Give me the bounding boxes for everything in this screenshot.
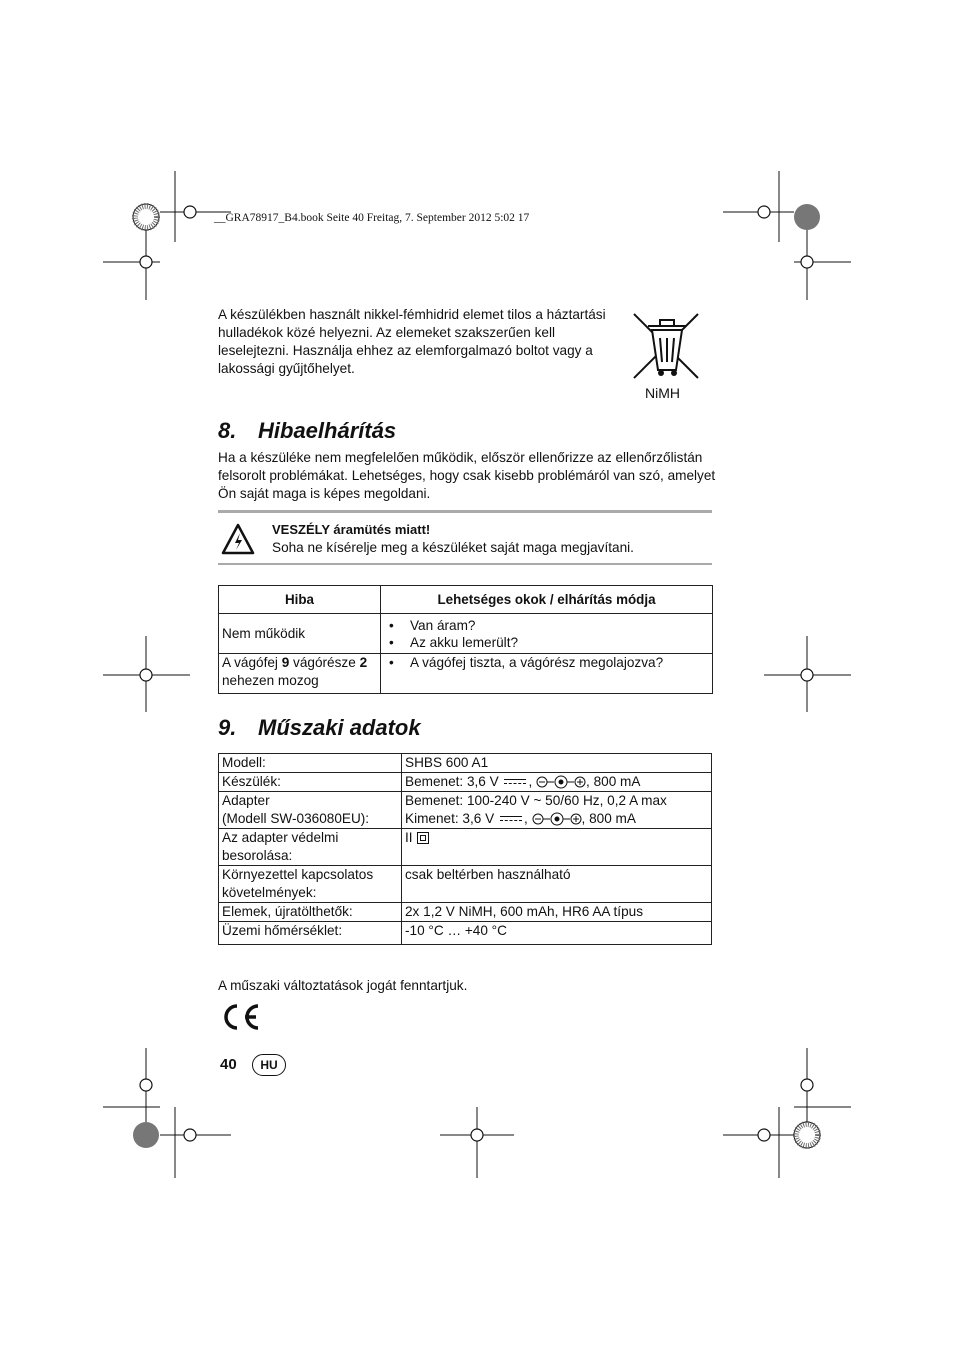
nimh-label: NiMH xyxy=(645,385,680,401)
section-9-number: 9. xyxy=(218,715,237,740)
dc-symbol-icon xyxy=(504,778,526,786)
table-row xyxy=(219,903,712,922)
spec-label-line: Környezettel kapcsolatos xyxy=(222,867,374,882)
battery-disposal-text: A készülékben használt nikkel-fémhidrid elemet tilos a háztartási hulladékok közé helyezni. Az elemeket szakszerűen kell leselejtezni. Használja ehhez az elemforgalmazó boltot vagy a lakossági gyűjtőhelyet. xyxy=(218,307,606,376)
spec-value xyxy=(402,792,712,829)
troubleshooting-intro: Ha a készüléke nem megfelelően működik, először ellenőrizze az ellenőrzőlistán felsorolt problémákat. Lehetséges, hogy csak kisebb problémáról van szó, amelyet Ön saját maga is képes megoldani. xyxy=(218,450,716,501)
electric-hazard-icon xyxy=(221,523,255,555)
spec-value: -10 °C … +40 °C xyxy=(402,922,712,945)
table-row xyxy=(219,654,713,694)
spec-value: csak beltérben használható xyxy=(402,866,712,903)
spec-text: , xyxy=(528,774,533,789)
fault-cell xyxy=(219,654,381,694)
table-header-row xyxy=(219,586,713,614)
technical-data-table xyxy=(218,753,712,945)
table-row xyxy=(219,829,712,866)
spec-value: SHBS 600 A1 xyxy=(402,754,712,773)
section-8-heading xyxy=(218,418,396,444)
troubleshooting-table xyxy=(218,585,713,694)
spec-label xyxy=(219,866,402,903)
part-number: 2 xyxy=(359,655,368,670)
spec-text: , 800 mA xyxy=(581,811,636,826)
spec-label: Üzemi hőmérséklet: xyxy=(219,922,402,945)
list-item: • Van áram? xyxy=(384,617,709,634)
spec-text: Kimenet: 3,6 V xyxy=(405,811,495,826)
spec-label: Elemek, újratölthetők: xyxy=(219,903,402,922)
table-row xyxy=(219,614,713,654)
page-number: 40 xyxy=(220,1056,237,1073)
danger-warning-box xyxy=(218,510,712,565)
spec-label: Készülék: xyxy=(219,773,402,792)
column-header-causes: Lehetséges okok / elhárítás módja xyxy=(381,586,713,614)
spec-label-line: Az adapter védelmi xyxy=(222,830,339,845)
table-row xyxy=(219,773,712,792)
spec-text: Bemenet: 3,6 V xyxy=(405,774,499,789)
list-item: • Az akku lemerült? xyxy=(384,634,709,651)
spec-label: Modell: xyxy=(219,754,402,773)
spec-text: , xyxy=(523,811,528,826)
part-number: 9 xyxy=(281,655,290,670)
fault-text: vágórésze xyxy=(289,655,360,670)
table-row xyxy=(219,792,712,829)
spec-text: Bemenet: 100-240 V ~ 50/60 Hz, 0,2 A max xyxy=(405,793,667,808)
table-row xyxy=(219,754,712,773)
table-row xyxy=(219,866,712,903)
crossed-out-bin-icon xyxy=(630,312,702,382)
spec-label-line: Adapter xyxy=(222,793,270,808)
spec-label xyxy=(219,829,402,866)
column-header-fault: Hiba xyxy=(219,586,381,614)
ce-mark-icon xyxy=(218,1003,262,1031)
polarity-symbol-icon xyxy=(532,812,582,826)
spec-value xyxy=(402,829,712,866)
spec-value xyxy=(402,773,712,792)
fault-text: nehezen mozog xyxy=(222,673,319,688)
causes-cell xyxy=(381,654,713,694)
spec-label-line: besorolása: xyxy=(222,848,293,863)
polarity-symbol-icon xyxy=(536,775,586,789)
warning-text: Soha ne kísérelje meg a készüléket saját maga megjavítani. xyxy=(272,540,634,555)
spec-label-line: (Modell SW-036080EU): xyxy=(222,811,370,826)
section-8-title: Hibaelhárítás xyxy=(258,418,397,443)
warning-title: VESZÉLY áramütés miatt! xyxy=(272,522,431,537)
table-row xyxy=(219,922,712,945)
spec-label xyxy=(219,792,402,829)
language-badge: HU xyxy=(252,1054,286,1076)
spec-value: 2x 1,2 V NiMH, 600 mAh, HR6 AA típus xyxy=(402,903,712,922)
spec-text: II xyxy=(405,830,413,845)
fault-cell: Nem működik xyxy=(219,614,381,654)
section-9-title: Műszaki adatok xyxy=(258,715,421,740)
dc-symbol-icon xyxy=(500,815,522,823)
section-8-number: 8. xyxy=(218,418,237,443)
technical-changes-note: A műszaki változtatások jogát fenntartjuk. xyxy=(218,978,468,993)
list-item: • A vágófej tiszta, a vágórész megolajozva? xyxy=(384,654,709,671)
spec-text: , 800 mA xyxy=(586,774,641,789)
print-header: __GRA78917_B4.book Seite 40 Freitag, 7. September 2012 5:02 17 xyxy=(214,212,530,224)
protection-class-ii-icon xyxy=(417,832,429,844)
fault-text: A vágófej xyxy=(222,655,282,670)
causes-cell xyxy=(381,614,713,654)
section-9-heading xyxy=(218,715,421,741)
spec-label-line: követelmények: xyxy=(222,885,317,900)
